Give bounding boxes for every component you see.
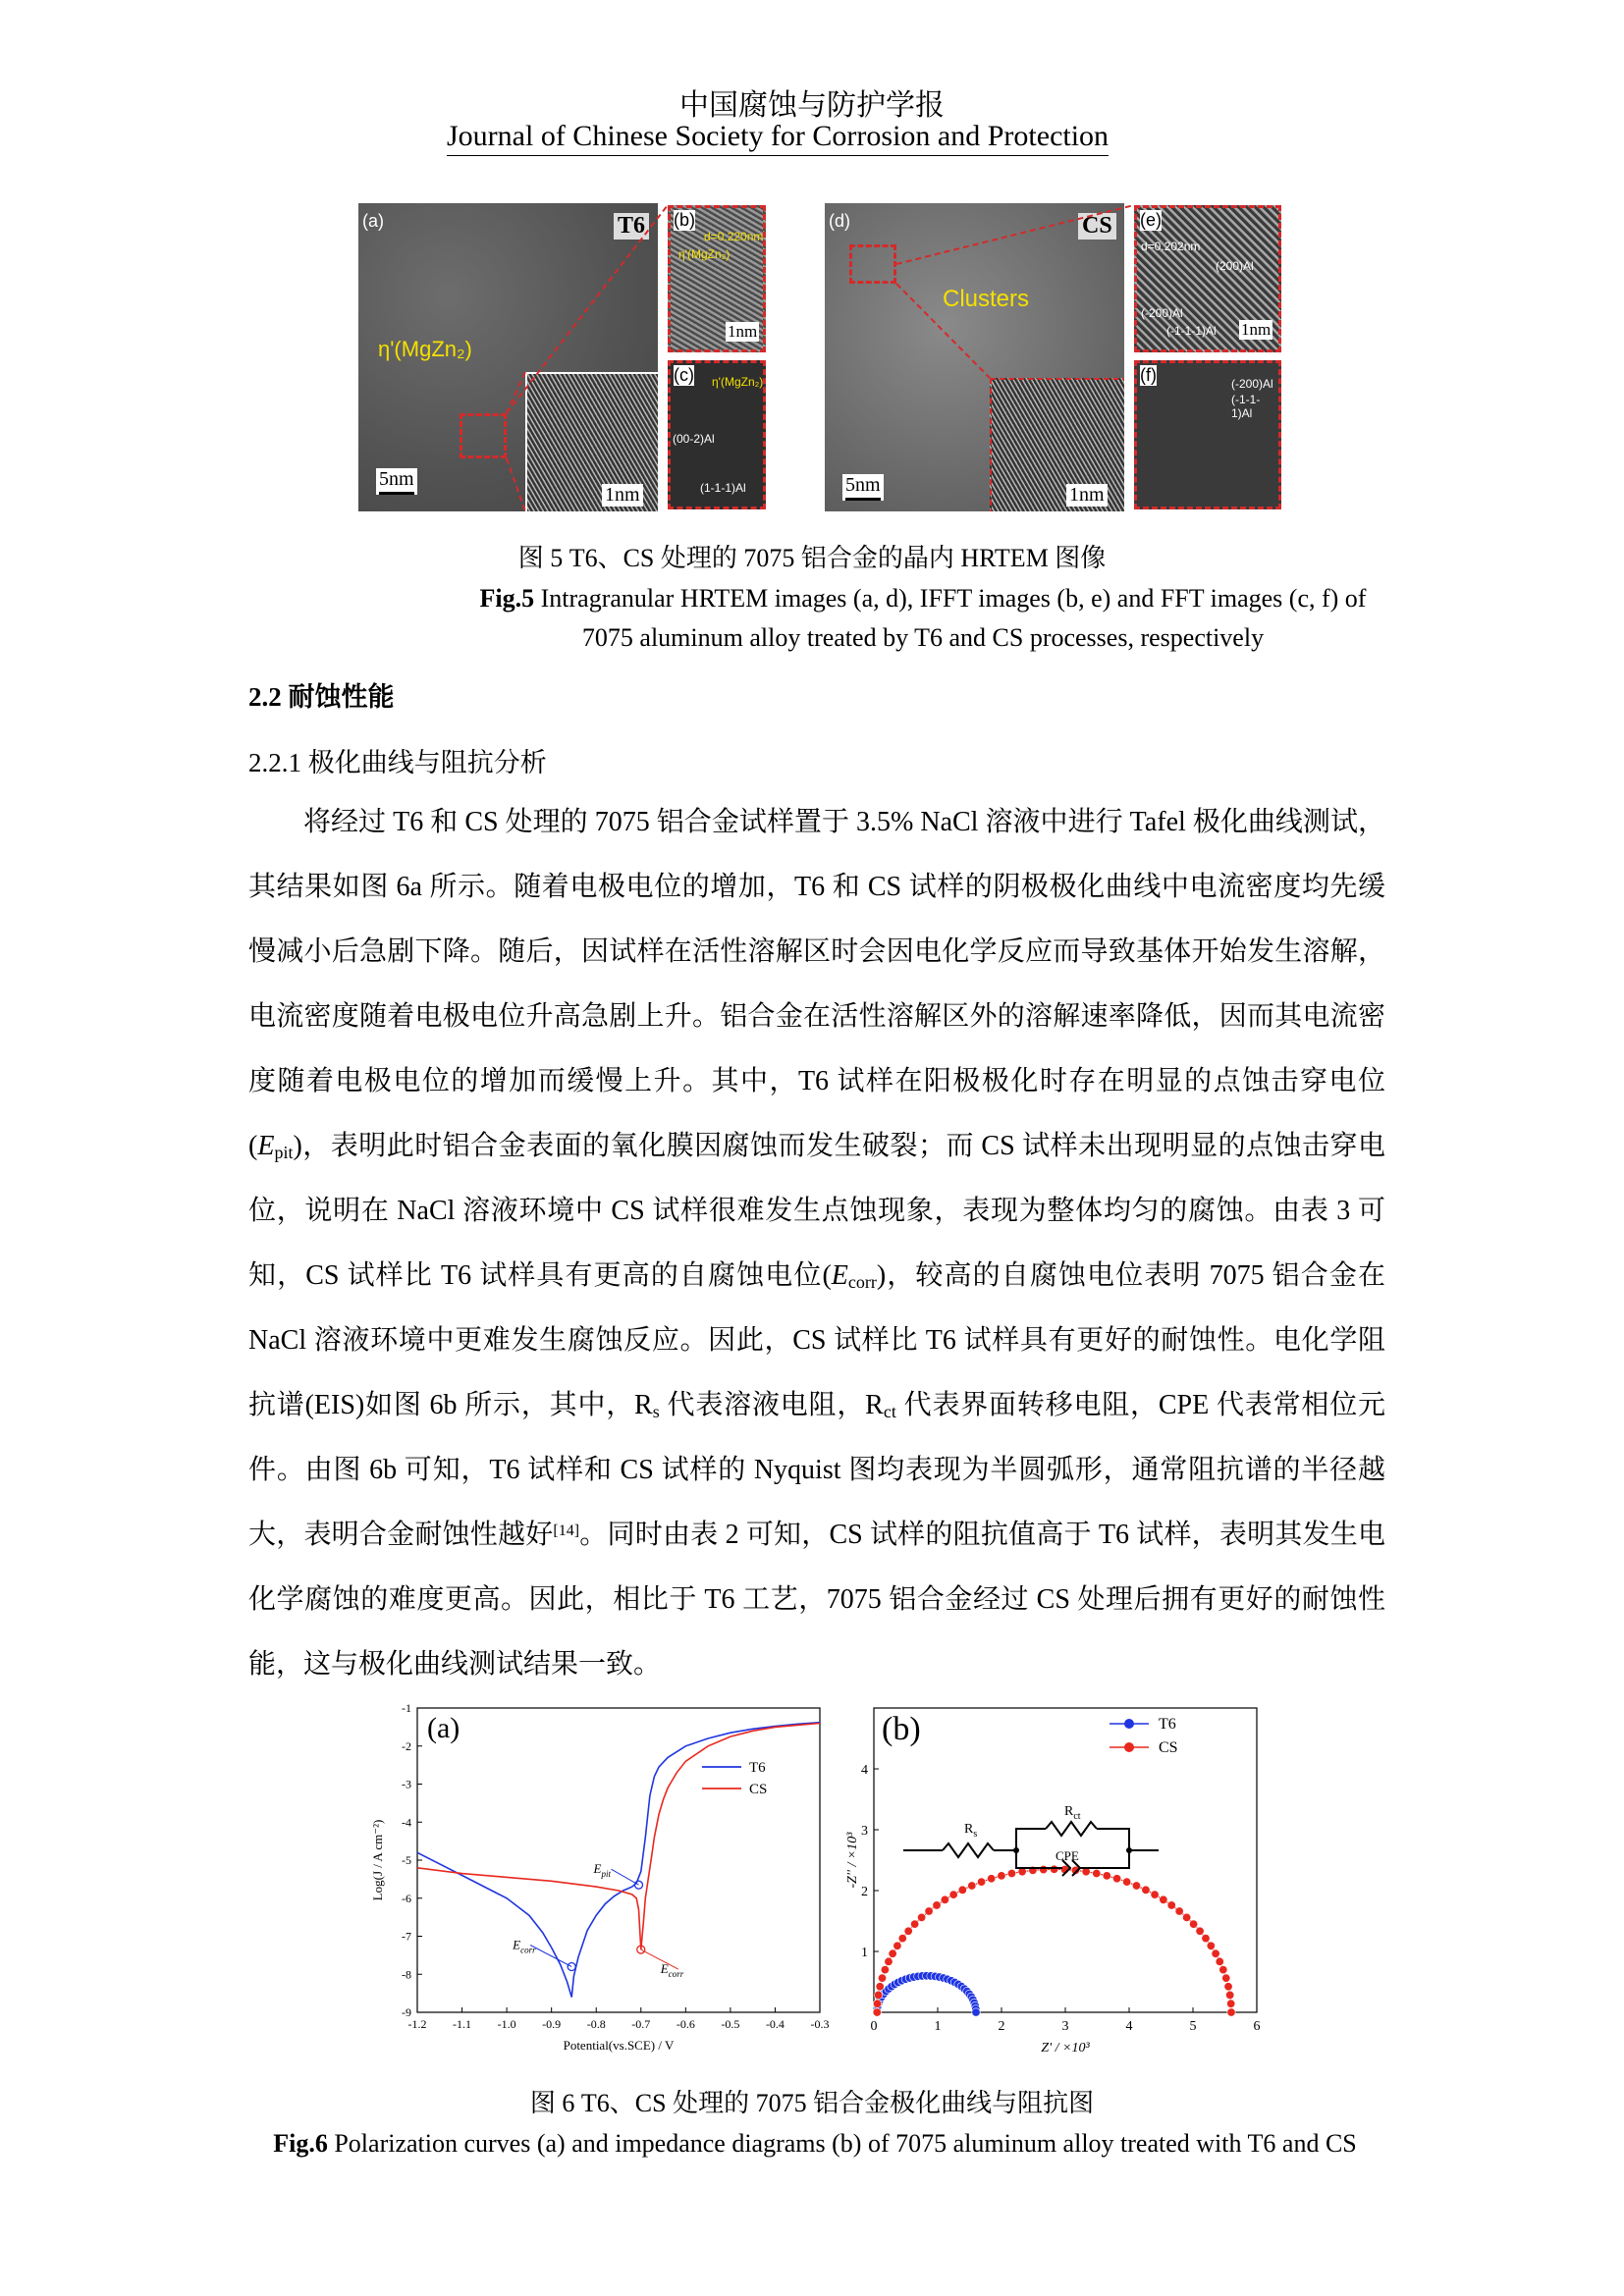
data-point-cs <box>878 1974 886 1982</box>
data-point-t6 <box>972 2008 980 2016</box>
data-point-cs <box>893 1942 901 1949</box>
data-point-cs <box>1160 1896 1167 1903</box>
data-point-cs <box>1151 1891 1159 1898</box>
data-point-cs <box>998 1872 1005 1880</box>
panel-label-e: (e) <box>1140 210 1162 230</box>
data-point-cs <box>1093 1869 1101 1877</box>
annotation-label-0: $E_{pit}$ <box>593 1861 611 1880</box>
data-point-cs <box>1112 1875 1120 1883</box>
cpe-label: CPE <box>1056 1848 1079 1863</box>
data-point-cs <box>910 1920 918 1928</box>
scale-bar-1nm-d: 1nm <box>1066 484 1108 507</box>
data-point-cs <box>1227 2008 1235 2016</box>
tag-cs: CS <box>1078 213 1116 240</box>
data-point-cs <box>977 1878 985 1886</box>
e-plane-2: (-200)Al <box>1141 306 1183 320</box>
x-tick-label-a-8: -0.4 <box>765 2017 785 2031</box>
annotation-marker-1 <box>568 1963 575 1971</box>
annotation-arrow-2 <box>641 1949 678 1969</box>
x-axis-label-b: Z' / ×10³ <box>1041 2041 1090 2056</box>
rs-resistor <box>943 1843 994 1857</box>
tag-t6: T6 <box>614 213 649 240</box>
data-point-cs <box>1222 1974 1230 1982</box>
data-point-cs <box>1040 1865 1048 1873</box>
x-tick-label-a-7: -0.5 <box>721 2017 740 2031</box>
legend-label-t6: T6 <box>749 1760 766 1776</box>
x-tick-label-b-3: 3 <box>1061 2019 1069 2034</box>
x-axis-label-a: Potential(vs.SCE) / V <box>563 2038 675 2053</box>
legend-label-b-cs: CS <box>1159 1739 1178 1756</box>
rct-label: $R_{ct}$ <box>1064 1804 1081 1822</box>
fit-line-cs <box>877 1869 1231 2012</box>
data-point-cs <box>917 1913 925 1921</box>
data-point-cs <box>1182 1913 1190 1921</box>
data-point-cs <box>941 1896 948 1903</box>
data-point-cs <box>1219 1965 1227 1973</box>
panel-label-a: (a) <box>362 211 384 231</box>
data-point-cs <box>1103 1872 1110 1880</box>
y-tick-label-a-6: -7 <box>402 1929 411 1944</box>
data-point-cs <box>1132 1882 1140 1890</box>
fig5-caption-cn: 图 5 T6、CS 处理的 7075 铝合金的晶内 HRTEM 图像 <box>517 544 1107 572</box>
y-tick-label-a-0: -1 <box>402 1701 411 1715</box>
data-point-cs <box>904 1927 912 1935</box>
panel-label-6b: (b) <box>882 1711 921 1747</box>
equivalent-circuit <box>903 1804 1159 1876</box>
data-point-cs <box>876 1983 884 1991</box>
scale-bar-1nm-b: 1nm <box>728 322 758 341</box>
annotation-label-2: $E_{corr}$ <box>660 1961 684 1980</box>
series-line-cs <box>417 1724 820 1950</box>
x-tick-label-a-4: -0.8 <box>586 2017 606 2031</box>
data-point-cs <box>889 1949 896 1957</box>
data-point-cs <box>1050 1865 1057 1873</box>
data-point-cs <box>1207 1942 1215 1949</box>
data-point-cs <box>925 1907 933 1915</box>
rs-label: $R_s$ <box>964 1822 978 1840</box>
y-tick-label-a-7: -8 <box>402 1967 411 1982</box>
y-tick-label-a-2: -3 <box>402 1777 411 1791</box>
scale-bar-5nm-d: 5nm <box>842 474 884 501</box>
x-tick-label-b-5: 5 <box>1189 2019 1197 2034</box>
legend-marker-cs <box>1124 1742 1134 1752</box>
y-tick-label-a-4: -5 <box>402 1853 411 1867</box>
x-tick-label-a-1: -1.1 <box>453 2017 472 2031</box>
y-tick-label-a-1: -2 <box>402 1738 411 1753</box>
c-phase: η'(MgZn₂) <box>712 375 764 389</box>
e-plane-3: (-1-1-1)Al <box>1166 324 1217 338</box>
y-tick-label-b-0: 1 <box>861 1946 868 1960</box>
scale-bar-1nm-a: 1nm <box>602 484 643 507</box>
x-tick-label-a-3: -0.9 <box>542 2017 562 2031</box>
plot-frame-a <box>417 1708 820 2012</box>
x-tick-label-a-6: -0.6 <box>676 2017 695 2031</box>
data-point-cs <box>881 1965 889 1973</box>
data-point-cs <box>1216 1957 1223 1965</box>
b-phase: η'(MgZn₂) <box>678 247 731 261</box>
data-point-cs <box>1225 1991 1233 1999</box>
y-tick-label-a-8: -9 <box>402 2005 411 2019</box>
x-tick-label-b-4: 4 <box>1125 2019 1133 2034</box>
section-heading-2-2-1: 2.2.1 极化曲线与阻抗分析 <box>248 748 547 777</box>
e-d-spacing: d=0.202nm <box>1141 240 1201 253</box>
data-point-cs <box>1226 2000 1234 2007</box>
nyquist-chart <box>844 1693 1276 2076</box>
body-paragraph: 将经过 T6 和 CS 处理的 7075 铝合金试样置于 3.5% NaCl 溶液中进行 Tafel 极化曲线测试，其结果如图 6a 所示。随着电极电位的增加，T6 和 CS 试样的阴极极化曲线中电流密度均先缓慢减小后急剧下降。随后，因试样在活性溶解区时会因电化学反应而导致基体开始发生溶解，电流密度随着电极电位升高急剧上升。铝合金在活性溶解区外的溶解速率降低，因而其电流密度随着电极电位的增加而缓慢上升。其中，T6 试样在阳极极化时存在明显的点蚀击穿电位$(E_{pit})$，表明此时铝合金表面的氧化膜因腐蚀而发生破裂；而 CS 试样未出现明显的点蚀击穿电位，说明在 NaCl 溶液环境中 CS 试样很难发生点蚀现象，表现为整体均匀的腐蚀。由表 3 可知，CS 试样比 T6 试样具有更高的自腐蚀电位$(E_{corr})$，较高的自腐蚀电位表明 7075 铝合金在 NaCl 溶液环境中更难发生腐蚀反应。因此，CS 试样比 T6 试样具有更好的耐蚀性。电化学阻抗谱(EIS)如图 6b 所示，其中，$R_s$ 代表溶液电阻，$R_{ct}$ 代表界面转移电阻，CPE 代表常相位元件。由图 6b 可知，T6 试样和 CS 试样的 Nyquist 图均表现为半圆弧形，通常阻抗谱的半径越大，表明合金耐蚀性越好[14]。同时由表 2 可知，CS 试样的阻抗值高于 T6 试样，表明其发生电化学腐蚀的难度更高。因此，相比于 T6 工艺，7075 铝合金经过 CS 处理后拥有更好的耐蚀性能，这与极化曲线测试结果一致。 <box>248 807 1386 1680</box>
b-d-spacing: d=0.220nm <box>704 230 764 243</box>
section-heading-2-2: 2.2 耐蚀性能 <box>248 682 395 712</box>
e-plane-1: (200)Al <box>1216 259 1254 273</box>
data-point-cs <box>1202 1934 1210 1942</box>
y-tick-label-a-5: -6 <box>402 1891 411 1905</box>
fig6-caption-cn: 图 6 T6、CS 处理的 7075 铝合金极化曲线与阻抗图 <box>529 2089 1095 2117</box>
panel-label-c: (c) <box>674 365 694 385</box>
data-point-cs <box>958 1886 966 1894</box>
data-point-cs <box>1142 1886 1150 1894</box>
x-tick-label-a-2: -1.0 <box>497 2017 516 2031</box>
data-point-cs <box>1007 1869 1015 1877</box>
circuit-wire-top-left <box>1016 1829 1046 1850</box>
data-point-cs <box>949 1891 957 1898</box>
clusters-label: Clusters <box>943 286 1030 312</box>
annotation-label-1: $E_{corr}$ <box>513 1937 536 1955</box>
data-point-cs <box>873 2008 881 2016</box>
data-point-cs <box>1175 1907 1183 1915</box>
y-tick-label-a-3: -4 <box>402 1815 411 1830</box>
journal-title-cn: 中国腐蚀与防护学报 <box>679 89 945 122</box>
circuit-wire-top-right <box>1097 1829 1129 1850</box>
panel-label-6a: (a) <box>427 1712 460 1744</box>
rct-resistor <box>1046 1822 1097 1836</box>
data-point-cs <box>1122 1878 1130 1886</box>
eta-label: η'(MgZn₂) <box>378 337 472 361</box>
zoom-connector-lines <box>358 203 1281 517</box>
legend-label-cs: CS <box>749 1782 768 1797</box>
data-point-cs <box>987 1875 995 1883</box>
y-tick-label-b-3: 4 <box>861 1763 868 1778</box>
panel-label-d: (d) <box>829 211 850 231</box>
data-point-cs <box>1212 1949 1219 1957</box>
x-tick-label-b-6: 6 <box>1253 2019 1261 2034</box>
data-point-cs <box>1196 1927 1204 1935</box>
figure-5 <box>358 203 1281 517</box>
panel-label-b: (b) <box>674 210 695 230</box>
x-tick-label-b-1: 1 <box>934 2019 942 2034</box>
y-tick-label-b-1: 2 <box>861 1885 868 1899</box>
x-tick-label-a-0: -1.2 <box>407 2017 427 2031</box>
journal-title-en: Journal of Chinese Society for Corrosion and Protection <box>447 120 1109 156</box>
y-axis-label-b: -Z'' / ×10³ <box>845 1832 860 1889</box>
data-point-cs <box>898 1934 906 1942</box>
data-point-cs <box>1167 1901 1175 1909</box>
data-point-cs <box>933 1901 941 1909</box>
x-tick-label-b-0: 0 <box>870 2019 878 2034</box>
data-point-cs <box>885 1957 893 1965</box>
f-plane-2: (-1-1-1)Al <box>1231 393 1261 420</box>
x-tick-label-b-2: 2 <box>998 2019 1005 2034</box>
y-axis-label-a: Log(J / A cm⁻²) <box>370 1819 385 1901</box>
c-plane-2: (1-1-1)Al <box>700 481 746 495</box>
legend-label-b-t6: T6 <box>1159 1716 1176 1733</box>
f-plane-1: (-200)Al <box>1231 377 1273 391</box>
legend-marker-t6 <box>1124 1719 1134 1729</box>
scale-bar-1nm-e: 1nm <box>1241 320 1272 339</box>
circuit-wire-bottom-right <box>1080 1850 1129 1868</box>
data-point-cs <box>1189 1920 1197 1928</box>
annotation-arrow-0 <box>612 1869 639 1885</box>
panel-label-f: (f) <box>1140 365 1157 385</box>
data-point-cs <box>1224 1983 1232 1991</box>
scale-bar-5nm-a: 5nm <box>376 468 417 495</box>
x-tick-label-a-9: -0.3 <box>810 2017 830 2031</box>
data-point-cs <box>968 1882 976 1890</box>
x-tick-label-a-5: -0.7 <box>631 2017 651 2031</box>
data-point-cs <box>873 2000 881 2007</box>
c-plane-1: (00-2)Al <box>673 432 715 446</box>
fig5-caption-en: Fig.5 Intragranular HRTEM images (a, d), IFFT images (b, e) and FFT images (c, f) of 7075 aluminum alloy treated by T6 and CS processes, respectively <box>479 584 1367 652</box>
data-point-cs <box>874 1991 882 1999</box>
polarization-chart <box>368 1693 839 2076</box>
y-tick-label-b-2: 3 <box>861 1824 868 1839</box>
fig6-caption-en: Fig.6 Polarization curves (a) and impedance diagrams (b) of 7075 aluminum alloy treated with T6 and CS <box>273 2129 1357 2158</box>
